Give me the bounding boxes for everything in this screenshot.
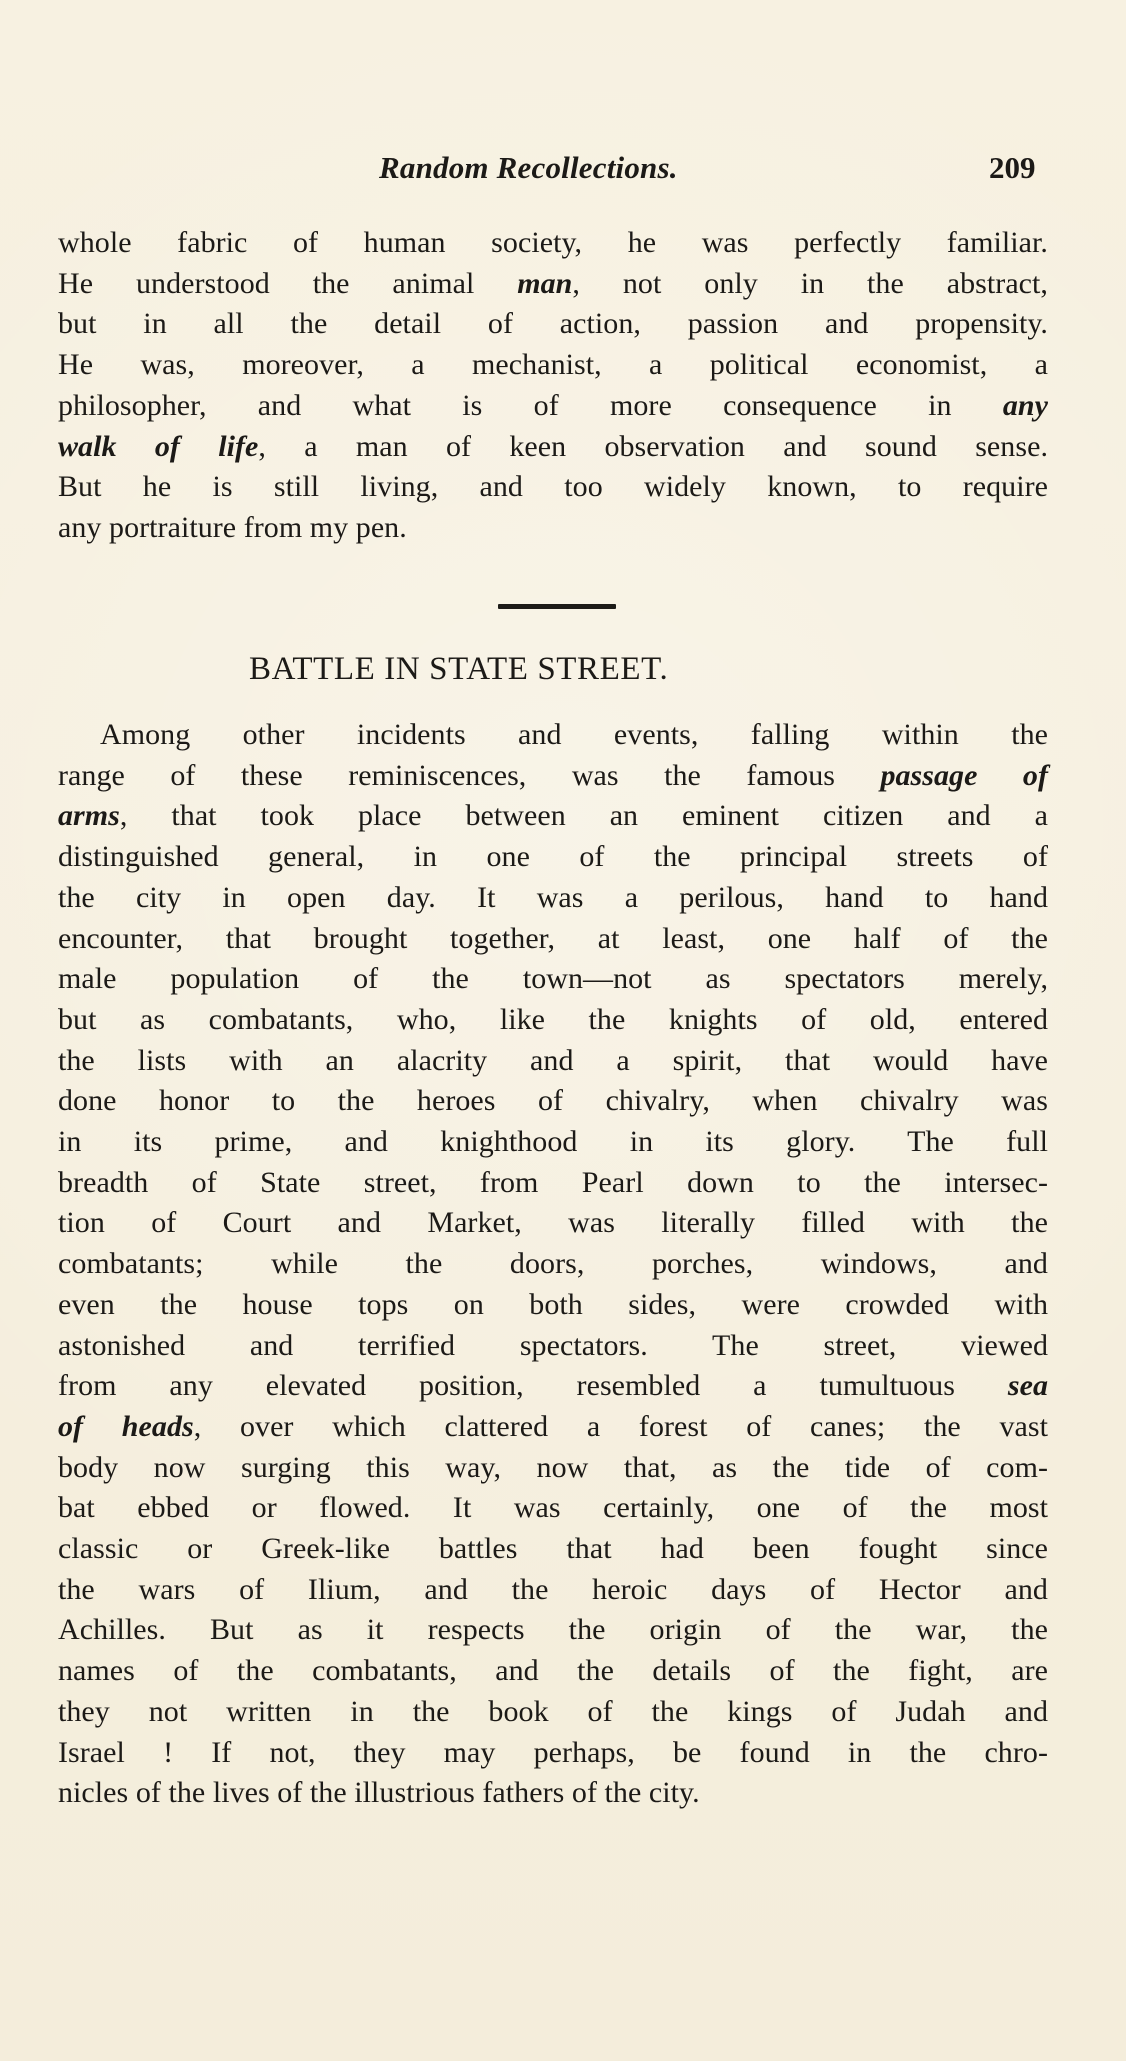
paragraph-2-line-6: encounter, that brought together, at least, one half of the [58, 921, 1048, 955]
paragraph-2-line-21: classic or Greek-like battles that had been fought since [58, 1532, 1048, 1566]
paragraph-2-line-9: the lists with an alacrity and a spirit, that would have [58, 1043, 1048, 1077]
running-title: Random Recollections. [379, 150, 678, 185]
paragraph-2-line-8: but as combatants, who, like the knights of old, entered [58, 1002, 1048, 1036]
paragraph-1-line-1: whole fabric of human society, he was perfectly familiar. [58, 226, 1048, 259]
paragraph-1-line-2-text-a: He understood the animal [58, 266, 518, 300]
paragraph-2-line-25: they not written in the book of the kings of Judah and [58, 1694, 1048, 1728]
paragraph-2-line-11: in its prime, and knighthood in its glory. The full [58, 1125, 1048, 1159]
paragraph-1-line-5-text-a: philosopher, and what is of more consequence in [58, 388, 1003, 422]
paragraph-2-line-23: Achilles. But as it respects the origin of the war, the [58, 1613, 1048, 1647]
emphasis-passage-of: passage of [880, 758, 1049, 792]
paragraph-1-line-2-text-b: , not only in the abstract, [572, 266, 1048, 300]
paragraph-1-line-7: But he is still living, and too widely known, to require [58, 470, 1048, 504]
section-title: BATTLE IN STATE STREET. [249, 651, 669, 687]
paragraph-2-line-1: Among other incidents and events, falling within the [100, 718, 1048, 751]
paragraph-2-line-10: done honor to the heroes of chivalry, when chivalry was [58, 1084, 1048, 1118]
paragraph-1-line-2 [58, 264, 1048, 305]
paragraph-1-line-5 [58, 386, 1048, 427]
paragraph-2-line-26: Israel ! If not, they may perhaps, be found in the chro- [58, 1735, 1048, 1769]
paragraph-2-line-18 [58, 1407, 1048, 1448]
paragraph-2-line-12: breadth of State street, from Pearl down to the intersec- [58, 1165, 1048, 1199]
emphasis-of-heads: of heads [58, 1409, 194, 1443]
paragraph-2-line-3 [58, 796, 1048, 837]
paragraph-2-line-16: astonished and terrified spectators. The street, viewed [58, 1328, 1048, 1362]
paragraph-1-line-4: He was, moreover, a mechanist, a political economist, a [58, 348, 1048, 382]
paragraph-2-line-19: body now surging this way, now that, as the tide of com- [58, 1450, 1048, 1484]
emphasis-sea: sea [1007, 1369, 1048, 1403]
paragraph-1 [58, 223, 1048, 549]
paragraph-2-line-27: nicles of the lives of the illustrious fathers of the city. [58, 1776, 700, 1810]
emphasis-walk-of-life: walk of life [58, 429, 259, 463]
page-number: 209 [989, 150, 1036, 185]
paragraph-2-line-13: tion of Court and Market, was literally filled with the [58, 1206, 1048, 1240]
paragraph-1-line-3: but in all the detail of action, passion and propensity. [58, 307, 1048, 341]
paragraph-2-line-3-text-b: , that took place between an eminent citizen and a [119, 799, 1048, 833]
paragraph-2-line-4: distinguished general, in one of the principal streets of [58, 840, 1048, 874]
emphasis-any: any [1002, 388, 1048, 422]
paragraph-2 [58, 715, 1048, 1814]
paragraph-2-line-5: the city in open day. It was a perilous, hand to hand [58, 880, 1048, 914]
paragraph-2-line-20: bat ebbed or flowed. It was certainly, one of the most [58, 1491, 1048, 1525]
paragraph-2-line-15: even the house tops on both sides, were crowded with [58, 1287, 1048, 1321]
section-separator-rule [498, 604, 616, 609]
emphasis-arms: arms [58, 799, 120, 833]
paragraph-2-line-18-text-b: , over which clattered a forest of canes; the vast [193, 1409, 1048, 1443]
paragraph-2-line-7: male population of the town—not as spectators merely, [58, 962, 1048, 996]
paragraph-1-line-6 [58, 427, 1048, 468]
paragraph-1-line-6-text-b: , a man of keen observation and sound sense. [258, 429, 1048, 463]
paragraph-1-line-8: any portraiture from my pen. [58, 510, 407, 544]
emphasis-man: man [517, 266, 573, 300]
paragraph-2-line-17 [58, 1366, 1048, 1407]
paragraph-2-line-24: names of the combatants, and the details of the fight, are [58, 1654, 1048, 1688]
running-head [0, 150, 1126, 190]
paragraph-2-line-2-text-a: range of these reminiscences, was the famous [58, 758, 881, 792]
paragraph-2-line-22: the wars of Ilium, and the heroic days of Hector and [58, 1572, 1048, 1606]
paragraph-2-line-2 [58, 756, 1048, 797]
paragraph-2-line-17-text-a: from any elevated position, resembled a tumultuous [58, 1369, 1008, 1403]
paragraph-2-line-14: combatants; while the doors, porches, windows, and [58, 1247, 1048, 1281]
